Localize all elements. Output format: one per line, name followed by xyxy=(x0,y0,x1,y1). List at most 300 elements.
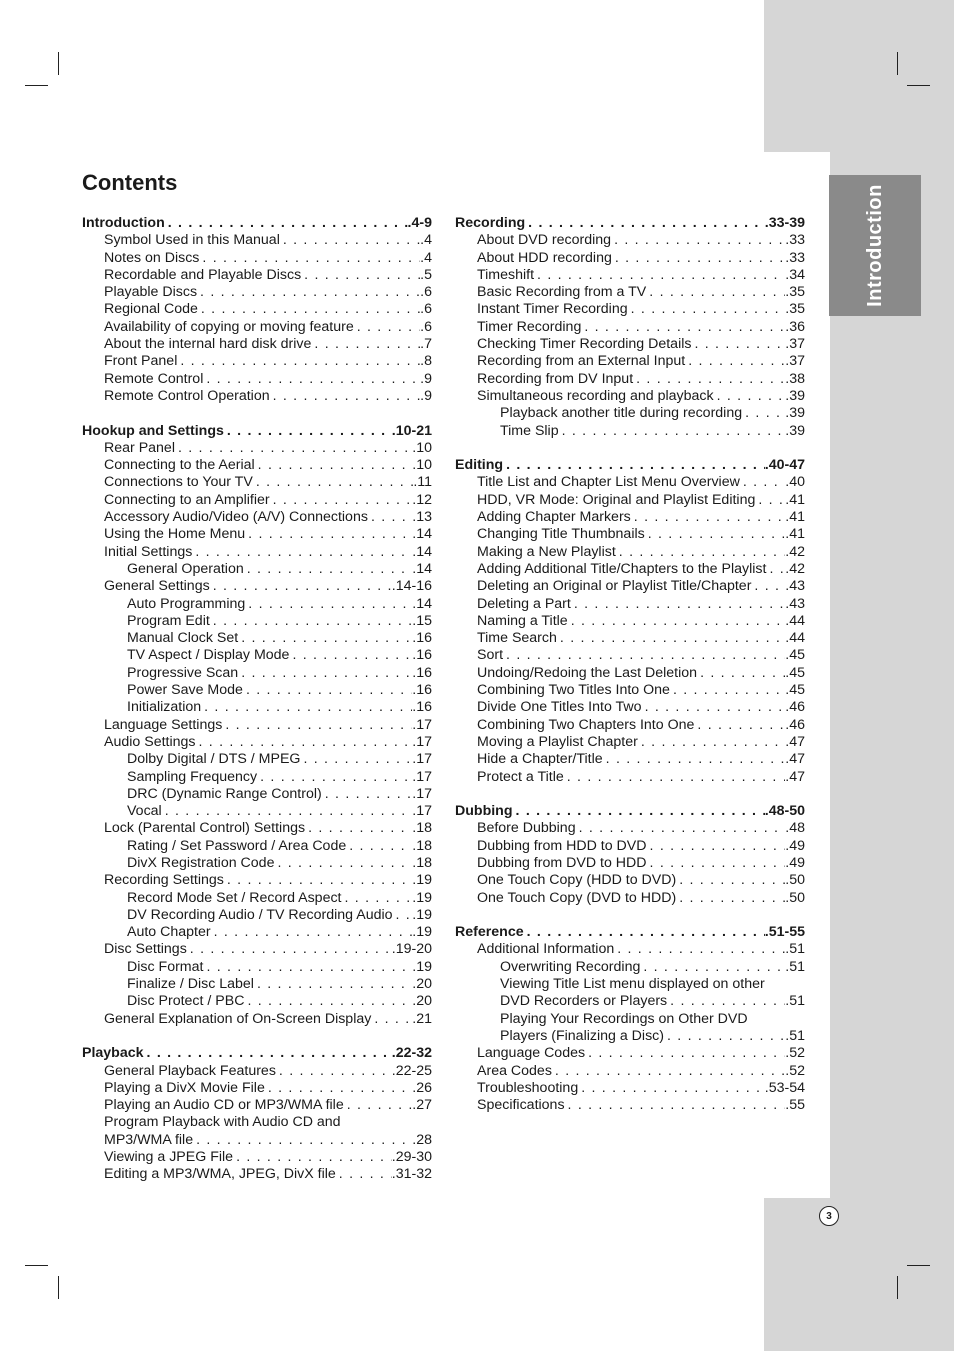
dot-leader xyxy=(210,613,412,630)
toc-entry-page: .40 xyxy=(785,474,805,491)
toc-entry-page: .39 xyxy=(785,387,805,404)
toc-entry xyxy=(455,769,805,786)
toc-entry-page: .29-30 xyxy=(391,1149,432,1166)
dot-leader xyxy=(524,924,765,941)
dot-leader xyxy=(585,1045,785,1062)
toc-entry-page: .41 xyxy=(785,526,805,543)
dot-leader xyxy=(568,613,786,630)
crop-mark xyxy=(907,1265,930,1266)
toc-entry-title: Recording from an External Input xyxy=(477,353,686,370)
toc-entry-page: .5 xyxy=(420,266,432,283)
dot-leader xyxy=(187,941,392,958)
toc-entry-page: .7 xyxy=(420,336,432,353)
toc-entry-page: .18 xyxy=(412,837,432,854)
toc-entry xyxy=(455,820,805,837)
dot-leader xyxy=(616,544,785,561)
toc-entry-title: Dubbing from HDD to DVD xyxy=(477,837,647,854)
toc-entry-title: DV Recording Audio / TV Recording Audio xyxy=(127,906,393,923)
dot-leader xyxy=(667,993,785,1010)
toc-entry-page: .4 xyxy=(420,249,432,266)
dot-leader xyxy=(257,769,412,786)
toc-entry-title: Progressive Scan xyxy=(127,664,239,681)
toc-entry-title: Sort xyxy=(477,647,504,664)
toc-entry-title: Availability of copying or moving feature xyxy=(104,318,354,335)
toc-entry-title: Undoing/Redoing the Last Deletion xyxy=(477,664,698,681)
toc-entry-title: Disc Format xyxy=(127,958,204,975)
toc-entry xyxy=(455,474,805,491)
toc-entry-page: .17 xyxy=(412,803,432,820)
toc-entry-page: .4 xyxy=(420,232,432,249)
dot-leader xyxy=(192,544,412,561)
toc-entry-page: .6 xyxy=(420,301,432,318)
toc-entry-title: Protect a Title xyxy=(477,768,564,785)
toc-entry xyxy=(82,769,432,786)
toc-entry-page: .17 xyxy=(412,785,432,802)
dot-leader xyxy=(322,786,413,803)
toc-entry xyxy=(82,855,432,872)
toc-entry xyxy=(455,855,805,872)
toc-entry-title: Editing xyxy=(455,457,504,474)
side-tab-label: Introduction xyxy=(863,184,886,307)
toc-entry xyxy=(455,1011,805,1028)
toc-entry xyxy=(82,872,432,889)
toc-section-heading xyxy=(455,457,805,474)
toc-entry xyxy=(82,353,432,370)
dot-leader xyxy=(265,1080,412,1097)
toc-entry xyxy=(82,1063,432,1080)
toc-entry-page: .51 xyxy=(785,958,805,975)
toc-entry-page: .9 xyxy=(420,387,432,404)
toc-entry-page: .17 xyxy=(412,768,432,785)
toc-entry-title: Rating / Set Password / Area Code xyxy=(127,837,347,854)
toc-entry-title: Manual Clock Set xyxy=(127,630,239,647)
toc-entry-page: .19 xyxy=(412,872,432,889)
dot-leader xyxy=(694,717,785,734)
toc-entry-title: Playback xyxy=(82,1045,144,1062)
toc-entry xyxy=(82,561,432,578)
toc-entry xyxy=(82,717,432,734)
dot-leader xyxy=(640,959,785,976)
dot-leader xyxy=(211,924,413,941)
toc-entry-title: Rear Panel xyxy=(104,439,175,456)
toc-entry-title: Language Settings xyxy=(104,716,223,733)
toc-entry-title: Timer Recording xyxy=(477,318,582,335)
toc-entry-page: .19 xyxy=(412,958,432,975)
section-side-tab xyxy=(829,175,921,316)
toc-entry xyxy=(455,353,805,370)
dot-leader xyxy=(197,284,420,301)
toc-entry-page: .43 xyxy=(785,595,805,612)
dot-leader xyxy=(742,405,785,422)
toc-entry-title: Recordable and Playable Discs xyxy=(104,266,302,283)
toc-entry-title: Notes on Discs xyxy=(104,249,200,266)
toc-entry xyxy=(82,509,432,526)
toc-entry-title: Hookup and Settings xyxy=(82,422,224,439)
toc-entry-title: HDD, VR Mode: Original and Playlist Editing xyxy=(477,491,756,508)
dot-leader xyxy=(305,820,412,837)
toc-entry-title: Area Codes xyxy=(477,1062,552,1079)
toc-entry xyxy=(455,890,805,907)
toc-entry xyxy=(455,993,805,1010)
toc-entry xyxy=(82,301,432,318)
toc-entry-page: .14-16 xyxy=(391,578,432,595)
dot-leader xyxy=(274,855,412,872)
toc-entry-page: .16 xyxy=(412,647,432,664)
toc-entry-title: General Settings xyxy=(104,578,210,595)
toc-entry xyxy=(82,388,432,405)
toc-entry xyxy=(455,336,805,353)
toc-entry xyxy=(455,872,805,889)
toc-entry xyxy=(82,474,432,491)
toc-entry xyxy=(455,941,805,958)
toc-entry xyxy=(82,1080,432,1097)
toc-entry-page: .18 xyxy=(412,854,432,871)
toc-entry-title: Disc Settings xyxy=(104,941,187,958)
dot-leader xyxy=(165,215,408,232)
toc-entry-page: .35 xyxy=(785,284,805,301)
toc-entry-page: .27 xyxy=(412,1097,432,1114)
toc-entry xyxy=(82,907,432,924)
toc-entry-title: Sampling Frequency xyxy=(127,768,258,785)
toc-entry xyxy=(455,561,805,578)
toc-entry-page: .18 xyxy=(412,820,432,837)
toc-entry-page: .26 xyxy=(412,1079,432,1096)
toc-entry xyxy=(82,838,432,855)
toc-entry xyxy=(455,1063,805,1080)
toc-entry xyxy=(82,440,432,457)
crop-mark xyxy=(897,1276,898,1299)
toc-entry xyxy=(455,492,805,509)
dot-leader xyxy=(628,301,786,318)
toc-entry xyxy=(82,803,432,820)
toc-entry-page: .41 xyxy=(785,491,805,508)
toc-entry-title: Finalize / Disc Label xyxy=(127,976,254,993)
toc-entry-page: .47 xyxy=(785,751,805,768)
toc-entry-title: Editing a MP3/WMA, JPEG, DivX file xyxy=(104,1166,336,1183)
page-number: 3 xyxy=(819,1206,839,1226)
toc-entry-title: Simultaneous recording and playback xyxy=(477,387,714,404)
dot-leader xyxy=(611,232,785,249)
dot-leader xyxy=(270,388,421,405)
toc-entry-page: .50 xyxy=(785,872,805,889)
dot-leader xyxy=(144,1045,392,1062)
toc-entry-title: TV Aspect / Display Mode xyxy=(127,647,290,664)
toc-entry xyxy=(455,630,805,647)
toc-entry-page: .53-54 xyxy=(764,1079,805,1096)
toc-entry-title: Lock (Parental Control) Settings xyxy=(104,820,306,837)
toc-entry-page: .39 xyxy=(785,422,805,439)
toc-entry-page: .36 xyxy=(785,318,805,335)
toc-entry xyxy=(455,976,805,993)
toc-section-heading xyxy=(82,1045,432,1062)
dot-leader xyxy=(564,769,786,786)
page-title: Contents xyxy=(82,170,178,195)
toc-entry xyxy=(82,682,432,699)
toc-entry-page: .52 xyxy=(785,1045,805,1062)
toc-entry xyxy=(455,423,805,440)
section-gap xyxy=(82,1028,432,1045)
toc-entry-page: .51-55 xyxy=(764,924,805,941)
toc-entry-title: Playback another title during recording xyxy=(500,405,743,422)
toc-entry xyxy=(82,1132,432,1149)
toc-entry-page: .19 xyxy=(412,924,432,941)
toc-entry-page: .10 xyxy=(412,457,432,474)
toc-entry-title: Power Save Mode xyxy=(127,682,243,699)
toc-entry-page: .11 xyxy=(413,474,432,491)
dot-leader xyxy=(198,301,420,318)
toc-entry xyxy=(82,596,432,613)
toc-entry-title: Auto Programming xyxy=(127,595,246,612)
toc-entry-title: About the internal hard disk drive xyxy=(104,336,312,353)
dot-leader xyxy=(766,561,785,578)
dot-leader xyxy=(740,474,785,491)
toc-entry-page: .33 xyxy=(785,232,805,249)
toc-entry-title: Additional Information xyxy=(477,941,615,958)
dot-leader xyxy=(685,353,785,370)
dot-leader xyxy=(244,993,412,1010)
toc-entry-page: .14 xyxy=(412,526,432,543)
toc-entry xyxy=(455,578,805,595)
dot-leader xyxy=(199,250,420,267)
toc-entry xyxy=(455,647,805,664)
toc-column-right xyxy=(455,215,805,1114)
toc-entry-title: MP3/WMA file xyxy=(104,1131,194,1148)
toc-entry xyxy=(455,1045,805,1062)
toc-entry-page: .17 xyxy=(412,751,432,768)
toc-entry xyxy=(455,699,805,716)
toc-entry-page: .44 xyxy=(785,630,805,647)
toc-entry-page: .8 xyxy=(420,353,432,370)
toc-entry xyxy=(455,526,805,543)
toc-entry xyxy=(455,613,805,630)
dot-leader xyxy=(254,976,412,993)
dot-leader xyxy=(503,457,765,474)
toc-entry-title: Combining Two Chapters Into One xyxy=(477,716,695,733)
dot-leader xyxy=(714,388,786,405)
dot-leader xyxy=(222,717,412,734)
toc-section-heading xyxy=(455,803,805,820)
toc-entry-page: .16 xyxy=(412,699,432,716)
toc-entry xyxy=(455,284,805,301)
toc-entry xyxy=(82,734,432,751)
toc-entry xyxy=(455,596,805,613)
toc-entry-title: Connecting to the Aerial xyxy=(104,457,255,474)
toc-entry-page: .14 xyxy=(412,560,432,577)
dot-leader xyxy=(638,734,785,751)
toc-entry-title: Time Search xyxy=(477,630,557,647)
dot-leader xyxy=(642,699,786,716)
toc-entry-page: .51 xyxy=(785,941,805,958)
dot-leader xyxy=(177,353,420,370)
dot-leader xyxy=(581,319,785,336)
margin-band-top xyxy=(764,0,954,152)
toc-entry-page: .55 xyxy=(785,1097,805,1114)
toc-entry xyxy=(82,492,432,509)
toc-entry-page: .4-9 xyxy=(407,215,432,231)
toc-entry-title: Recording from DV Input xyxy=(477,370,634,387)
toc-entry-title: Time Slip xyxy=(500,422,559,439)
toc-entry-title: Introduction xyxy=(82,215,165,231)
toc-entry-title: Accessory Audio/Video (A/V) Connections xyxy=(104,509,368,526)
toc-entry xyxy=(82,1011,432,1028)
toc-entry xyxy=(455,509,805,526)
toc-entry xyxy=(82,1166,432,1183)
toc-entry xyxy=(82,544,432,561)
toc-entry-title: Disc Protect / PBC xyxy=(127,993,245,1010)
toc-entry-title: Before Dubbing xyxy=(477,820,576,837)
dot-leader xyxy=(175,440,412,457)
toc-entry-page: .6 xyxy=(420,318,432,335)
toc-entry-title: Initial Settings xyxy=(104,543,193,560)
toc-column-left xyxy=(82,215,432,1184)
toc-entry xyxy=(82,941,432,958)
dot-leader xyxy=(612,250,785,267)
toc-entry-title: Viewing Title List menu displayed on other xyxy=(500,976,765,993)
toc-entry-title: Deleting a Part xyxy=(477,595,571,612)
dot-leader xyxy=(633,371,785,388)
toc-entry-title: Specifications xyxy=(477,1097,565,1114)
toc-entry-page: .45 xyxy=(785,647,805,664)
toc-entry-page: .19 xyxy=(412,889,432,906)
dot-leader xyxy=(645,526,786,543)
toc-entry-title: DRC (Dynamic Range Control) xyxy=(127,785,322,802)
toc-entry-title: Audio Settings xyxy=(104,733,196,750)
toc-entry-page: .38 xyxy=(785,370,805,387)
toc-entry-page: .28 xyxy=(412,1131,432,1148)
toc-entry-page: .16 xyxy=(412,630,432,647)
section-gap xyxy=(455,440,805,457)
toc-entry xyxy=(82,959,432,976)
toc-entry xyxy=(82,699,432,716)
crop-mark xyxy=(58,1276,59,1299)
dot-leader xyxy=(676,890,785,907)
toc-entry xyxy=(82,751,432,768)
dot-leader xyxy=(233,1149,392,1166)
toc-entry xyxy=(82,630,432,647)
toc-entry-title: Instant Timer Recording xyxy=(477,301,628,318)
dot-leader xyxy=(646,284,785,301)
toc-entry-title: Program Playback with Audio CD and xyxy=(104,1114,341,1131)
toc-entry-title: Deleting an Original or Playlist Title/Chapter xyxy=(477,578,752,595)
toc-entry-title: Recording xyxy=(455,215,526,231)
toc-entry-page: .20 xyxy=(412,976,432,993)
dot-leader xyxy=(253,474,414,491)
toc-entry-page: .37 xyxy=(785,336,805,353)
toc-entry-title: Reference xyxy=(455,924,524,941)
toc-entry-page: .45 xyxy=(785,682,805,699)
dot-leader xyxy=(196,734,413,751)
toc-entry-title: Checking Timer Recording Details xyxy=(477,336,692,353)
toc-entry-title: Moving a Playlist Chapter xyxy=(477,733,638,750)
toc-entry-page: .45 xyxy=(785,664,805,681)
toc-entry-page: .15 xyxy=(412,612,432,629)
dot-leader xyxy=(647,855,786,872)
dot-leader xyxy=(503,647,785,664)
toc-entry xyxy=(82,993,432,1010)
toc-entry-page: .37 xyxy=(785,353,805,370)
toc-section-heading xyxy=(455,924,805,941)
toc-entry-title: Troubleshooting xyxy=(477,1079,579,1096)
toc-entry-page: .34 xyxy=(785,266,805,283)
toc-entry-page: .46 xyxy=(785,716,805,733)
toc-entry xyxy=(82,786,432,803)
dot-leader xyxy=(534,267,785,284)
dot-leader xyxy=(751,578,785,595)
toc-entry-title: Changing Title Thumbnails xyxy=(477,526,645,543)
toc-entry xyxy=(82,924,432,941)
toc-entry xyxy=(82,976,432,993)
dot-leader xyxy=(210,578,392,595)
toc-entry-title: General Playback Features xyxy=(104,1062,276,1079)
toc-entry xyxy=(82,647,432,664)
dot-leader xyxy=(614,941,785,958)
margin-band-bottom xyxy=(764,1198,954,1351)
toc-entry-title: Timeshift xyxy=(477,266,535,283)
toc-entry xyxy=(82,267,432,284)
dot-leader xyxy=(393,907,413,924)
toc-entry-title: Hide a Chapter/Title xyxy=(477,751,603,768)
toc-entry-title: Players (Finalizing a Disc) xyxy=(500,1027,664,1044)
toc-entry-page: .49 xyxy=(785,854,805,871)
dot-leader xyxy=(238,630,412,647)
toc-entry-title: Connections to Your TV xyxy=(104,474,253,491)
toc-entry xyxy=(82,820,432,837)
toc-entry-page: .22-32 xyxy=(391,1045,432,1062)
toc-entry-page: .20 xyxy=(412,993,432,1010)
toc-entry xyxy=(82,232,432,249)
toc-entry-title: Playable Discs xyxy=(104,284,198,301)
toc-entry-title: About DVD recording xyxy=(477,232,612,249)
toc-entry-page: .47 xyxy=(785,768,805,785)
toc-entry-page: .48 xyxy=(785,820,805,837)
toc-entry-title: Remote Control xyxy=(104,370,204,387)
toc-entry-page: .14 xyxy=(412,543,432,560)
toc-entry-title: About HDD recording xyxy=(477,249,612,266)
toc-entry-page: .17 xyxy=(412,716,432,733)
dot-leader xyxy=(289,647,412,664)
dot-leader xyxy=(691,336,785,353)
dot-leader xyxy=(203,371,420,388)
toc-entry-page: .44 xyxy=(785,612,805,629)
toc-entry-title: Basic Recording from a TV xyxy=(477,284,647,301)
toc-entry-page: .51 xyxy=(785,1027,805,1044)
toc-entry xyxy=(82,336,432,353)
dot-leader xyxy=(368,509,412,526)
toc-entry-page: .31-32 xyxy=(391,1166,432,1183)
toc-entry-page: .22-25 xyxy=(391,1062,432,1079)
dot-leader xyxy=(647,838,786,855)
dot-leader xyxy=(676,872,785,889)
dot-leader xyxy=(697,665,785,682)
section-gap xyxy=(82,405,432,422)
toc-entry xyxy=(82,250,432,267)
toc-entry xyxy=(82,1114,432,1131)
toc-entry xyxy=(455,751,805,768)
toc-entry xyxy=(455,734,805,751)
toc-entry-page: .48-50 xyxy=(764,803,805,820)
dot-leader xyxy=(371,1011,412,1028)
dot-leader xyxy=(755,492,785,509)
dot-leader xyxy=(224,423,392,440)
toc-entry-page: .16 xyxy=(412,664,432,681)
crop-mark xyxy=(897,52,898,75)
toc-entry-title: Naming a Title xyxy=(477,612,568,629)
toc-entry xyxy=(455,1097,805,1114)
toc-entry xyxy=(455,682,805,699)
dot-leader xyxy=(631,509,785,526)
crop-mark xyxy=(25,1265,48,1266)
dot-leader xyxy=(245,596,412,613)
